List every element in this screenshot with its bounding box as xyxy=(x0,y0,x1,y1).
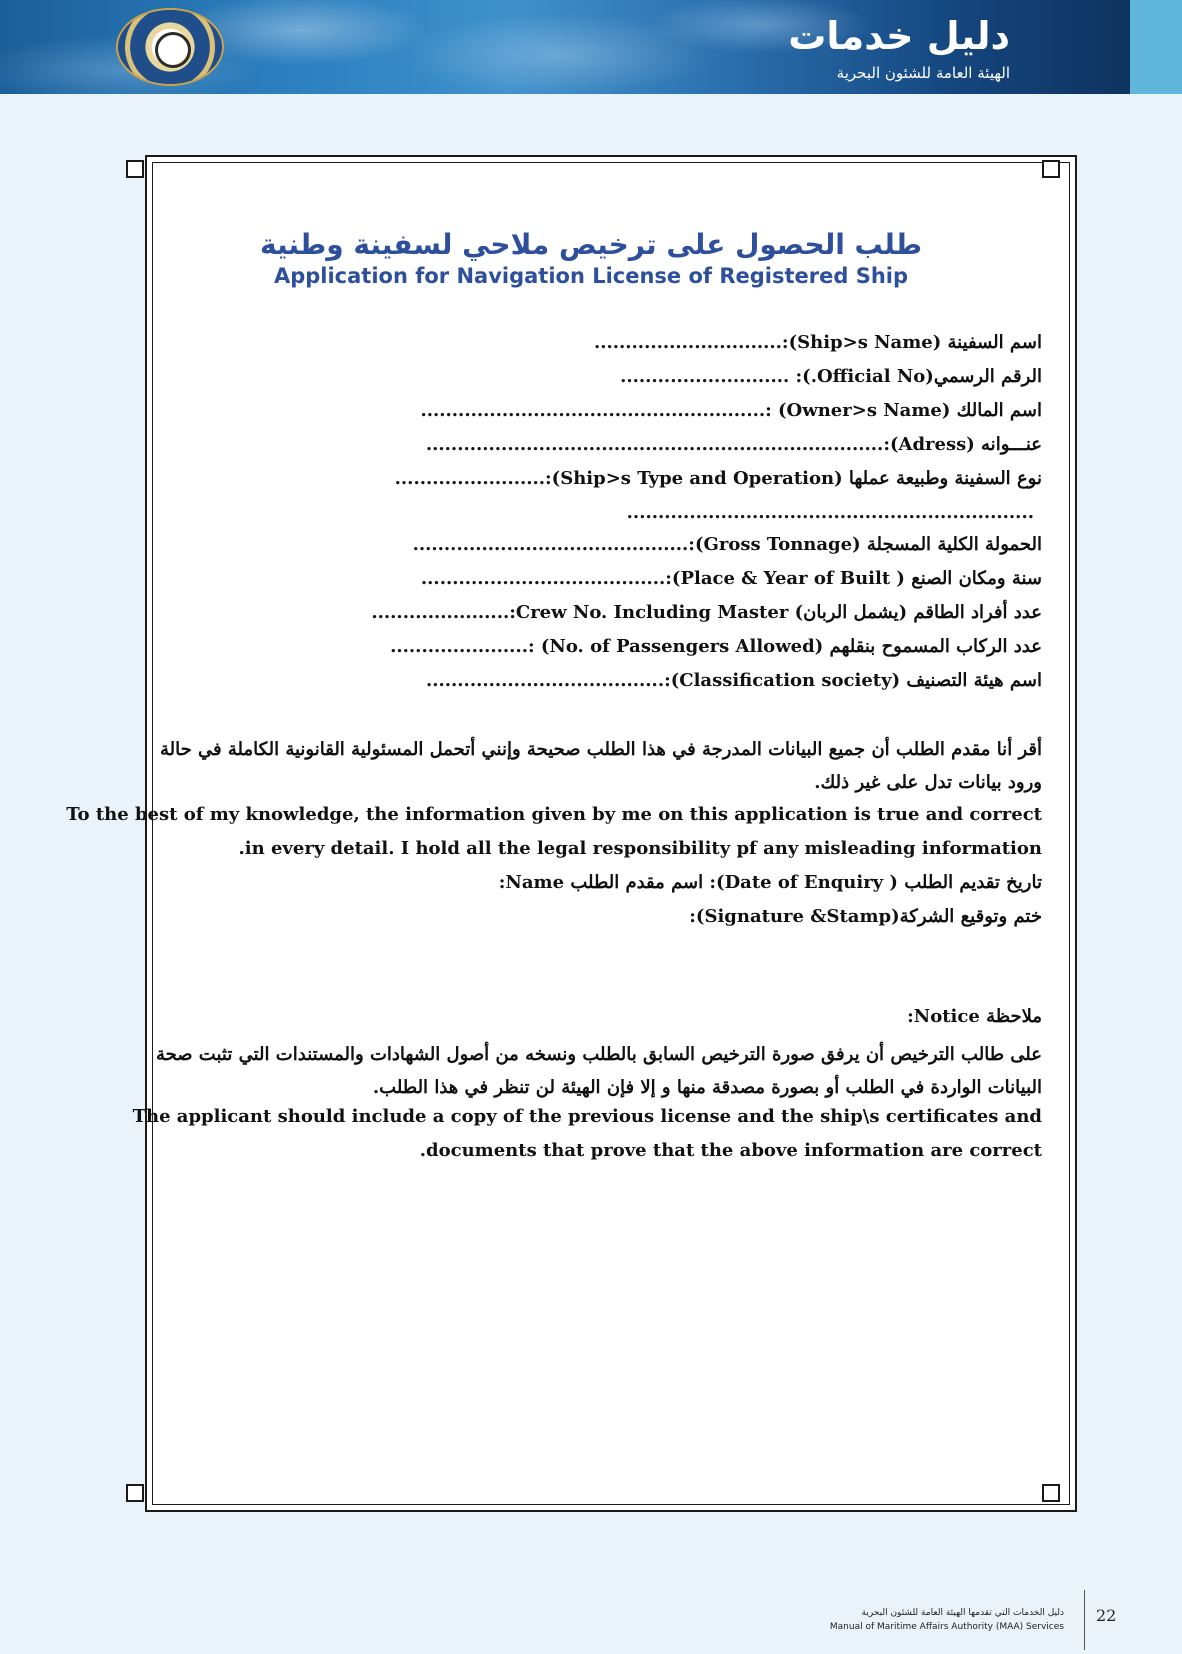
frame-corner-bottom-left xyxy=(126,1484,144,1502)
notice-english-line-1: The applicant should include a copy of the previous license and the ship\s certificates and xyxy=(132,1106,1042,1127)
form-title-arabic: طلب الحصول على ترخيص ملاحي لسفينة وطنية xyxy=(259,228,922,261)
frame-corner-bottom-right xyxy=(1042,1484,1060,1502)
footer-divider xyxy=(1084,1590,1085,1650)
declaration-english-line-1: To the best of my knowledge, the information given by me on this application is true and correct xyxy=(66,804,1042,825)
header-title: دليل خدمات xyxy=(788,14,1010,58)
field-address: عنـــوانه (Adress):......................................................................... xyxy=(425,434,1042,455)
form-frame-inner-border xyxy=(152,162,1070,1505)
maritime-authority-logo xyxy=(118,10,222,84)
field-official-no: الرقم الرسمي(Official No.): ........................... xyxy=(620,366,1042,387)
date-and-name-line: تاريخ تقديم الطلب ( Date of Enquiry): اسم مقدم الطلب Name: xyxy=(498,872,1042,893)
field-gross-tonnage: الحمولة الكلية المسجلة (Gross Tonnage):............................................ xyxy=(412,534,1042,555)
notice-arabic: على طالب الترخيص أن يرفق صورة الترخيص السابق بالطلب ونسخه من أصول الشهادات والمستندات التي تثبت صحة البيانات الواردة في الطلب أو بصورة مصدقة منها و إلا فإن الهيئة لن تنظر في هذا الطلب. xyxy=(155,1044,1042,1098)
field-owner-name: اسم المالك (Owner>s Name) :....................................................... xyxy=(420,400,1042,421)
notice-label: ملاحظة Notice: xyxy=(907,1006,1042,1027)
footer-text-arabic: دليل الخدمات التي تقدمها الهيئة العامة للشئون البحرية xyxy=(861,1608,1064,1618)
header-subtitle: الهيئة العامة للشئون البحرية xyxy=(836,64,1010,82)
form-title-english: Application for Navigation License of Registered Ship xyxy=(273,264,909,288)
declaration-arabic: أقر أنا مقدم الطلب أن جميع البيانات المدرجة في هذا الطلب صحيحة وإنني أتحمل المسئولية القانونية الكاملة في حالة ورود بيانات تدل على غير ذلك. xyxy=(160,739,1042,793)
header-banner xyxy=(0,0,1130,94)
ship-wheel-icon xyxy=(155,32,191,68)
field-classification-society: اسم هيئة التصنيف (Classification society):...................................... xyxy=(425,670,1042,691)
field-place-year-built: سنة ومكان الصنع ( Place & Year of Built):....................................... xyxy=(420,568,1042,589)
footer-text-english: Manual of Maritime Affairs Authority (MAA) Services xyxy=(829,1622,1064,1632)
page-number: 22 xyxy=(1096,1606,1117,1625)
declaration-english-line-2: .in every detail. I hold all the legal responsibility pf any misleading information xyxy=(238,838,1042,859)
field-crew-no: عدد أفراد الطاقم (يشمل الربان) Crew No. Including Master:...................... xyxy=(371,602,1042,623)
field-ship-type-continuation: ................................................................. xyxy=(626,502,1034,523)
frame-corner-top-right xyxy=(1042,160,1060,178)
frame-corner-top-left xyxy=(126,160,144,178)
field-ship-type: نوع السفينة وطبيعة عملها (Ship>s Type and Operation):........................ xyxy=(394,468,1042,489)
header-accent-strip xyxy=(1130,0,1182,94)
field-ship-name: اسم السفينة (Ship>s Name):.............................. xyxy=(593,332,1042,353)
form-frame xyxy=(145,155,1077,1512)
field-passengers-allowed: عدد الركاب المسموح بنقلهم (No. of Passengers Allowed) :...................... xyxy=(390,636,1042,657)
notice-english-line-2: .documents that prove that the above information are correct xyxy=(419,1140,1042,1161)
signature-stamp-line: ختم وتوقيع الشركة(Signature &Stamp): xyxy=(689,906,1042,927)
